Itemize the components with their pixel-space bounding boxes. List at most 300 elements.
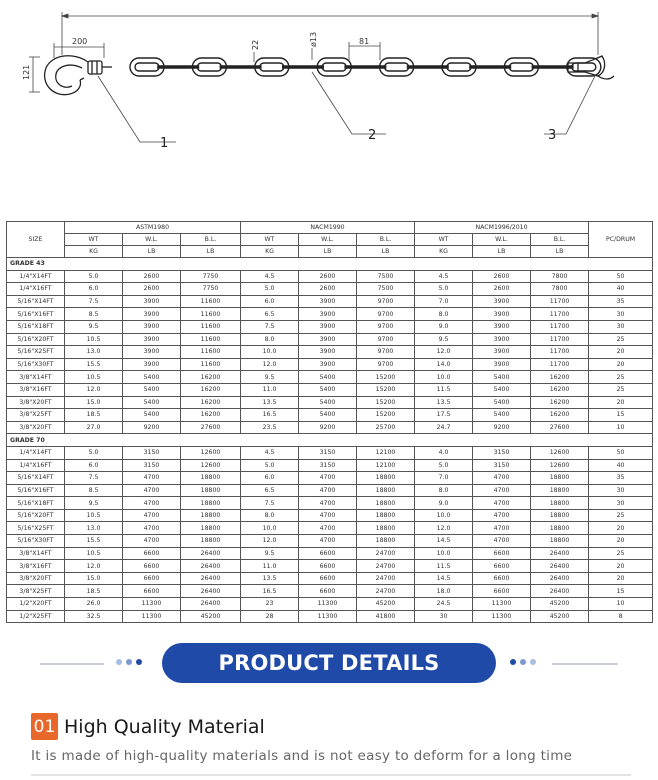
unit-header: LB [473, 246, 531, 258]
table-cell: 4700 [123, 522, 181, 535]
table-cell: 8.5 [65, 484, 123, 497]
table-cell: 3900 [473, 295, 531, 308]
chain-link-inner [447, 63, 471, 71]
table-cell: 5.0 [65, 270, 123, 283]
table-cell: 16.5 [241, 409, 299, 422]
table-cell: 24700 [357, 560, 415, 573]
column-header: W.L. [299, 234, 357, 246]
table-cell: 15 [589, 585, 653, 598]
chain-link-inner [322, 63, 346, 71]
table-cell: 5.0 [65, 446, 123, 459]
table-cell: 11300 [299, 610, 357, 623]
table-cell: 26400 [531, 572, 589, 585]
table-cell: 6600 [473, 547, 531, 560]
table-cell: 5400 [473, 409, 531, 422]
table-cell: 18800 [531, 497, 589, 510]
table-cell: 5400 [473, 371, 531, 384]
table-cell: 3900 [299, 320, 357, 333]
column-header: W.L. [473, 234, 531, 246]
chain-technical-drawing [0, 0, 658, 215]
table-cell: 11600 [181, 333, 241, 346]
table-cell: 5.0 [241, 283, 299, 296]
table-cell: 11600 [181, 308, 241, 321]
table-cell: 5400 [123, 409, 181, 422]
table-cell: 10.5 [65, 509, 123, 522]
table-cell: 18.5 [65, 409, 123, 422]
table-cell: 8.5 [65, 308, 123, 321]
table-cell: 11300 [123, 598, 181, 611]
table-cell: 14.5 [415, 535, 473, 548]
table-cell: 18.0 [415, 585, 473, 598]
standard-header: ASTM1980 [65, 222, 241, 234]
table-cell: 25 [589, 333, 653, 346]
size-cell: 5/16"X16FT [7, 484, 65, 497]
table-cell: 6600 [473, 585, 531, 598]
table-cell: 15200 [357, 371, 415, 384]
table-cell: 8.0 [241, 333, 299, 346]
table-header-row [7, 222, 653, 234]
table-cell: 18800 [181, 472, 241, 485]
table-cell: 25700 [357, 421, 415, 434]
table-cell: 18800 [357, 497, 415, 510]
table-cell: 40 [589, 283, 653, 296]
table-cell: 12100 [357, 446, 415, 459]
table-row [7, 497, 653, 510]
table-cell: 10.5 [65, 547, 123, 560]
table-cell: 18800 [357, 509, 415, 522]
table-cell: 20 [589, 346, 653, 359]
table-cell: 15 [589, 409, 653, 422]
chain-link-inner [509, 63, 533, 71]
table-cell: 28 [241, 610, 299, 623]
table-cell: 10.0 [241, 522, 299, 535]
table-cell: 7500 [357, 283, 415, 296]
feature-number-badge: 01 [31, 713, 58, 740]
table-cell: 4700 [299, 522, 357, 535]
table-cell: 11700 [531, 333, 589, 346]
unit-header: KG [65, 246, 123, 258]
table-cell: 27600 [531, 421, 589, 434]
size-cell: 3/8"X20FT [7, 572, 65, 585]
table-row [7, 585, 653, 598]
table-cell: 30 [415, 610, 473, 623]
table-cell: 16.5 [241, 585, 299, 598]
table-cell: 12.0 [241, 358, 299, 371]
table-cell: 45200 [181, 610, 241, 623]
table-cell: 11700 [531, 320, 589, 333]
size-cell: 1/2"X20FT [7, 598, 65, 611]
table-row [7, 295, 653, 308]
table-cell: 5400 [123, 396, 181, 409]
table-cell: 20 [589, 522, 653, 535]
table-cell: 15.5 [65, 358, 123, 371]
table-cell: 5.0 [415, 283, 473, 296]
size-cell: 5/16"X20FT [7, 509, 65, 522]
table-cell: 3900 [299, 358, 357, 371]
pitch-dim: 81 [359, 37, 370, 46]
table-cell: 4700 [299, 484, 357, 497]
table-cell: 25 [589, 509, 653, 522]
table-cell: 41800 [357, 610, 415, 623]
hook-height-dim: 121 [22, 64, 31, 80]
table-cell: 5400 [299, 371, 357, 384]
table-cell: 9.0 [415, 320, 473, 333]
table-cell: 6.0 [65, 459, 123, 472]
chain-link-inner [197, 63, 221, 71]
callout-1: 1 [160, 136, 169, 151]
table-cell: 9200 [123, 421, 181, 434]
table-cell: 5.0 [415, 459, 473, 472]
size-cell: 3/8"X14FT [7, 547, 65, 560]
table-row [7, 333, 653, 346]
table-cell: 4700 [473, 497, 531, 510]
table-cell: 30 [589, 497, 653, 510]
unit-header: LB [357, 246, 415, 258]
table-cell: 3150 [123, 459, 181, 472]
table-cell: 3900 [299, 295, 357, 308]
table-cell: 18800 [531, 522, 589, 535]
size-cell: 5/16"X16FT [7, 308, 65, 321]
size-cell: 5/16"X14FT [7, 295, 65, 308]
table-cell: 4.5 [241, 270, 299, 283]
table-cell: 6600 [123, 560, 181, 573]
table-cell: 16200 [531, 371, 589, 384]
table-cell: 7.5 [241, 497, 299, 510]
table-cell: 9.5 [65, 497, 123, 510]
grade-row [7, 434, 653, 447]
table-cell: 3150 [299, 459, 357, 472]
table-cell: 12.0 [415, 346, 473, 359]
table-cell: 6600 [299, 560, 357, 573]
table-cell: 13.5 [415, 396, 473, 409]
table-cell: 9700 [357, 320, 415, 333]
table-row [7, 522, 653, 535]
table-row [7, 598, 653, 611]
table-cell: 12100 [357, 459, 415, 472]
table-cell: 16200 [181, 409, 241, 422]
table-cell: 11300 [473, 598, 531, 611]
table-cell: 18800 [181, 497, 241, 510]
table-cell: 18800 [181, 535, 241, 548]
size-cell: 3/8"X25FT [7, 585, 65, 598]
table-cell: 3900 [123, 308, 181, 321]
table-row [7, 535, 653, 548]
table-cell: 16200 [181, 396, 241, 409]
table-cell: 26400 [181, 585, 241, 598]
standard-header: NACM1990 [241, 222, 415, 234]
table-cell: 11600 [181, 346, 241, 359]
unit-header: KG [241, 246, 299, 258]
table-cell: 30 [589, 320, 653, 333]
table-cell: 5400 [299, 409, 357, 422]
table-cell: 3150 [123, 446, 181, 459]
table-cell: 9700 [357, 346, 415, 359]
table-cell: 12600 [531, 459, 589, 472]
table-cell: 23.5 [241, 421, 299, 434]
size-cell: 3/8"X20FT [7, 396, 65, 409]
table-cell: 10 [589, 421, 653, 434]
grade-label: GRADE 70 [7, 434, 653, 447]
table-cell: 50 [589, 446, 653, 459]
unit-header: LB [123, 246, 181, 258]
table-cell: 7.0 [415, 295, 473, 308]
table-cell: 20 [589, 535, 653, 548]
unit-header: LB [181, 246, 241, 258]
table-row [7, 383, 653, 396]
size-cell: 3/8"X25FT [7, 409, 65, 422]
table-cell: 5400 [123, 383, 181, 396]
table-cell: 30 [589, 308, 653, 321]
column-header: WT [415, 234, 473, 246]
chain-link-inner [572, 63, 596, 71]
table-cell: 15.5 [65, 535, 123, 548]
table-cell: 12600 [531, 446, 589, 459]
table-cell: 6600 [123, 572, 181, 585]
product-details-banner [0, 640, 658, 688]
table-cell: 13.0 [65, 522, 123, 535]
table-row [7, 610, 653, 623]
table-row [7, 270, 653, 283]
banner-left-line [40, 663, 104, 665]
table-cell: 11700 [531, 308, 589, 321]
table-units-row [7, 246, 653, 258]
table-row [7, 396, 653, 409]
table-cell: 2600 [473, 283, 531, 296]
table-cell: 4700 [123, 472, 181, 485]
table-cell: 4700 [473, 509, 531, 522]
table-cell: 4700 [299, 535, 357, 548]
table-row [7, 358, 653, 371]
table-cell: 3900 [473, 320, 531, 333]
table-cell: 11300 [123, 610, 181, 623]
table-cell: 24700 [357, 585, 415, 598]
table-cell: 24700 [357, 547, 415, 560]
pc-drum-header: PC/DRUM [589, 222, 653, 258]
table-cell: 3900 [473, 358, 531, 371]
banner-right-line [552, 663, 618, 665]
table-cell: 18800 [531, 509, 589, 522]
table-cell: 24700 [357, 572, 415, 585]
table-cell: 4700 [473, 484, 531, 497]
table-row [7, 459, 653, 472]
feature-description: It is made of high-quality materials and is not easy to deform for a long time [31, 748, 573, 764]
table-cell: 4.5 [415, 270, 473, 283]
table-cell: 10.0 [415, 371, 473, 384]
table-cell: 9200 [473, 421, 531, 434]
table-cell: 11.0 [241, 560, 299, 573]
table-cell: 4700 [299, 497, 357, 510]
table-cell: 16200 [181, 383, 241, 396]
size-cell: 3/8"X16FT [7, 383, 65, 396]
size-cell: 5/16"X25FT [7, 346, 65, 359]
table-row [7, 371, 653, 384]
table-cell: 45200 [531, 610, 589, 623]
table-cell: 7750 [181, 270, 241, 283]
table-cell: 10.0 [415, 547, 473, 560]
chain-link-inner [260, 63, 284, 71]
table-cell: 18800 [181, 484, 241, 497]
column-header: B.L. [357, 234, 415, 246]
table-cell: 9.0 [415, 497, 473, 510]
table-cell: 4.5 [241, 446, 299, 459]
table-cell: 25 [589, 547, 653, 560]
table-cell: 10.5 [65, 371, 123, 384]
table-cell: 6.5 [241, 484, 299, 497]
table-cell: 17.5 [415, 409, 473, 422]
table-row [7, 421, 653, 434]
table-cell: 11700 [531, 295, 589, 308]
table-cell: 7.5 [65, 295, 123, 308]
table-row [7, 547, 653, 560]
table-row [7, 446, 653, 459]
table-cell: 20 [589, 572, 653, 585]
column-header: WT [241, 234, 299, 246]
table-cell: 7750 [181, 283, 241, 296]
table-cell: 4700 [123, 497, 181, 510]
table-cell: 11600 [181, 358, 241, 371]
table-row [7, 346, 653, 359]
table-cell: 15200 [357, 409, 415, 422]
size-cell: 1/4"X16FT [7, 283, 65, 296]
table-cell: 20 [589, 396, 653, 409]
table-cell: 12600 [181, 459, 241, 472]
table-cell: 10 [589, 598, 653, 611]
bottom-divider [31, 774, 631, 776]
feature-heading [31, 713, 265, 740]
table-cell: 4700 [473, 472, 531, 485]
size-cell: 1/4"X14FT [7, 446, 65, 459]
table-row [7, 308, 653, 321]
callout-3: 3 [548, 128, 557, 143]
table-row [7, 472, 653, 485]
table-cell: 11600 [181, 295, 241, 308]
table-row [7, 560, 653, 573]
table-cell: 26400 [181, 560, 241, 573]
table-cell: 35 [589, 472, 653, 485]
size-cell: 3/8"X16FT [7, 560, 65, 573]
table-cell: 3900 [123, 320, 181, 333]
table-cell: 2600 [299, 283, 357, 296]
table-row [7, 484, 653, 497]
table-cell: 7.5 [65, 472, 123, 485]
chain-link-inner [385, 63, 409, 71]
table-cell: 3900 [299, 346, 357, 359]
table-cell: 2600 [299, 270, 357, 283]
table-cell: 26400 [531, 547, 589, 560]
chain-link-inner [135, 63, 159, 71]
table-cell: 3900 [123, 358, 181, 371]
table-cell: 18800 [531, 535, 589, 548]
table-row [7, 320, 653, 333]
table-cell: 11.5 [415, 383, 473, 396]
size-cell: 5/16"X18FT [7, 320, 65, 333]
size-cell: 5/16"X18FT [7, 497, 65, 510]
table-cell: 9700 [357, 308, 415, 321]
size-cell: 1/4"X16FT [7, 459, 65, 472]
table-cell: 12.0 [415, 522, 473, 535]
callout-2: 2 [368, 128, 377, 143]
table-cell: 35 [589, 295, 653, 308]
size-cell: 5/16"X20FT [7, 333, 65, 346]
table-cell: 27600 [181, 421, 241, 434]
table-cell: 6600 [299, 572, 357, 585]
table-cell: 40 [589, 459, 653, 472]
table-cell: 4.0 [415, 446, 473, 459]
table-cell: 24.5 [415, 598, 473, 611]
table-cell: 18800 [357, 484, 415, 497]
table-row [7, 409, 653, 422]
table-cell: 11300 [299, 598, 357, 611]
table-cell: 25 [589, 383, 653, 396]
size-header: SIZE [7, 222, 65, 258]
table-cell: 3900 [123, 295, 181, 308]
table-cell: 10.0 [241, 346, 299, 359]
table-cell: 3900 [473, 333, 531, 346]
table-cell: 26.0 [65, 598, 123, 611]
table-cell: 9.5 [241, 371, 299, 384]
table-cell: 3900 [473, 308, 531, 321]
feature-title: High Quality Material [64, 715, 265, 738]
column-header: B.L. [181, 234, 241, 246]
table-cell: 9700 [357, 358, 415, 371]
banner-title: PRODUCT DETAILS [162, 643, 496, 683]
table-cell: 13.5 [241, 572, 299, 585]
table-cell: 18800 [357, 535, 415, 548]
table-cell: 3150 [473, 459, 531, 472]
table-cell: 2600 [473, 270, 531, 283]
table-cell: 4700 [299, 509, 357, 522]
table-cell: 3900 [123, 346, 181, 359]
table-cell: 11700 [531, 346, 589, 359]
table-cell: 18800 [181, 522, 241, 535]
table-cell: 9200 [299, 421, 357, 434]
table-header-row [7, 234, 653, 246]
table-cell: 16200 [531, 396, 589, 409]
table-cell: 50 [589, 270, 653, 283]
table-cell: 30 [589, 484, 653, 497]
table-cell: 14.5 [415, 572, 473, 585]
table-cell: 8.0 [415, 484, 473, 497]
table-cell: 7.0 [415, 472, 473, 485]
table-cell: 11.5 [415, 560, 473, 573]
table-cell: 18800 [181, 509, 241, 522]
table-cell: 18800 [357, 522, 415, 535]
table-cell: 8.0 [415, 308, 473, 321]
table-cell: 24.7 [415, 421, 473, 434]
unit-header: LB [531, 246, 589, 258]
size-cell: 5/16"X30FT [7, 358, 65, 371]
table-cell: 2600 [123, 270, 181, 283]
table-cell: 18800 [531, 472, 589, 485]
banner-right-dots [510, 659, 536, 665]
table-cell: 3900 [299, 333, 357, 346]
table-cell: 3150 [473, 446, 531, 459]
size-cell: 5/16"X25FT [7, 522, 65, 535]
table-cell: 4700 [123, 484, 181, 497]
table-cell: 45200 [531, 598, 589, 611]
table-cell: 16200 [531, 383, 589, 396]
table-cell: 6600 [123, 585, 181, 598]
hook-width-dim: 200 [72, 37, 88, 46]
table-cell: 4700 [473, 535, 531, 548]
table-cell: 11300 [473, 610, 531, 623]
table-cell: 7500 [357, 270, 415, 283]
table-cell: 12.0 [65, 560, 123, 573]
table-cell: 11700 [531, 358, 589, 371]
table-cell: 15.0 [65, 572, 123, 585]
table-row [7, 572, 653, 585]
table-cell: 8.0 [241, 509, 299, 522]
